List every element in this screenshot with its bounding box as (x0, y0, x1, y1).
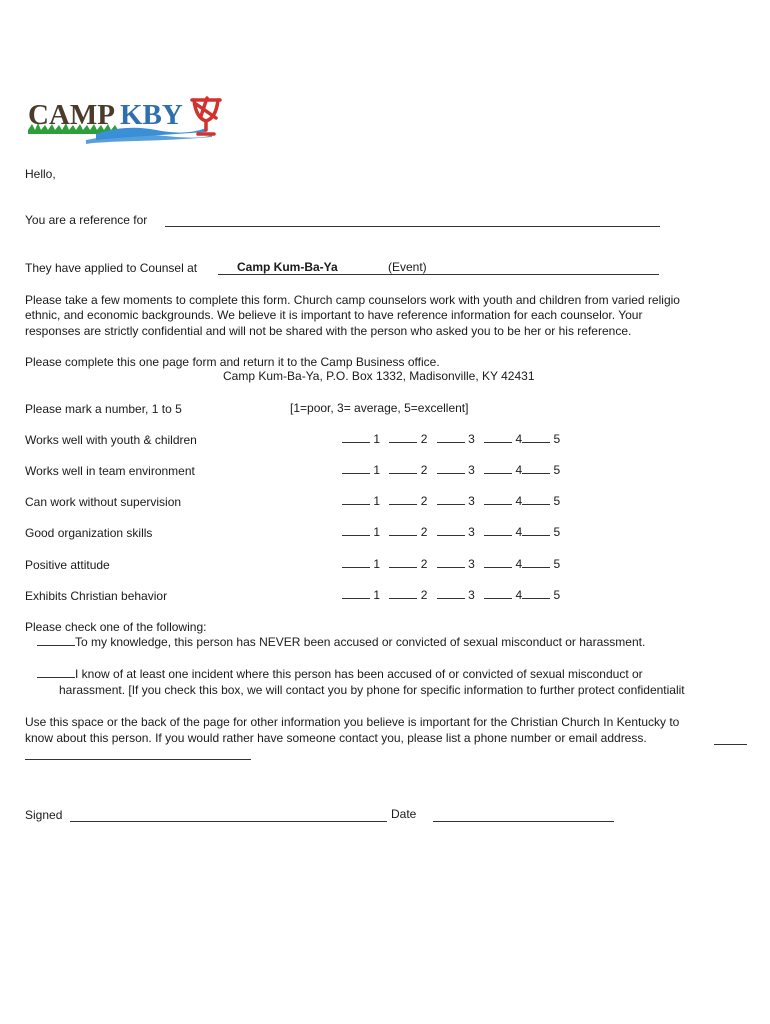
rating-options-row[interactable] (342, 525, 560, 539)
rating-number: 1 (373, 432, 381, 446)
intro-line-1: Please take a few moments to complete this form. Church camp counselors work with youth and children from varied religio (25, 293, 680, 307)
rating-number: 3 (468, 525, 475, 539)
rating-blank[interactable] (437, 473, 465, 474)
camp-name: Camp Kum-Ba-Ya (237, 260, 338, 274)
rating-blank[interactable] (342, 567, 370, 568)
rating-blank[interactable] (437, 598, 465, 599)
rating-blank[interactable] (484, 473, 512, 474)
rating-blank[interactable] (342, 598, 370, 599)
logo-graphic (26, 94, 222, 146)
rating-number: 1 (373, 588, 381, 602)
rating-number: 5 (553, 525, 561, 539)
reference-label: You are a reference for (25, 213, 148, 227)
rating-blank[interactable] (484, 504, 512, 505)
return-instruction: Please complete this one page form and return it to the Camp Business office. (25, 355, 440, 369)
mailing-address: Camp Kum-Ba-Ya, P.O. Box 1332, Madisonville, KY 42431 (223, 369, 535, 383)
reference-name-field[interactable] (165, 226, 660, 227)
logo-kby-text: KBY (120, 99, 183, 131)
other-info-line-1: Use this space or the back of the page for other information you believe is important for the Christian Church In Kentucky to (25, 715, 680, 729)
rating-blank[interactable] (522, 473, 550, 474)
rating-number: 1 (373, 525, 381, 539)
rating-number: 3 (468, 588, 475, 602)
rating-number: 2 (420, 463, 428, 477)
date-label: Date (391, 807, 417, 821)
rating-item-label: Can work without supervision (25, 495, 182, 509)
rating-number: 5 (553, 432, 561, 446)
rating-options-row[interactable] (342, 494, 560, 508)
contact-field[interactable] (25, 759, 251, 760)
rating-number: 5 (553, 494, 561, 508)
rating-item-label: Exhibits Christian behavior (25, 589, 168, 603)
rating-blank[interactable] (484, 567, 512, 568)
check-option-never-text: To my knowledge, this person has NEVER been accused or convicted of sexual misconduct or harassment. (75, 635, 646, 649)
rating-item-label: Works well with youth & children (25, 433, 197, 447)
rating-number: 4 (515, 463, 523, 477)
rating-options-row[interactable] (342, 588, 560, 602)
rating-blank[interactable] (437, 535, 465, 536)
rating-number: 3 (468, 557, 475, 571)
rating-blank[interactable] (389, 473, 417, 474)
rating-number: 2 (420, 494, 428, 508)
check-option-never[interactable] (37, 635, 645, 649)
rating-number: 1 (373, 463, 381, 477)
rating-blank[interactable] (522, 535, 550, 536)
rating-blank[interactable] (484, 442, 512, 443)
rating-blank[interactable] (389, 535, 417, 536)
rating-number: 4 (515, 494, 523, 508)
rating-number: 5 (553, 557, 561, 571)
rating-number: 5 (553, 463, 561, 477)
camp-event-field[interactable] (218, 274, 659, 275)
rating-number: 3 (468, 494, 475, 508)
rating-number: 2 (420, 588, 428, 602)
rating-number: 3 (468, 463, 475, 477)
rating-instruction: Please mark a number, 1 to 5 (25, 402, 182, 416)
check-option-incident[interactable] (37, 667, 643, 681)
check-option-incident-line-1: I know of at least one incident where this person has been accused of or convicted of sexual misconduct or (75, 667, 643, 681)
rating-number: 1 (373, 494, 381, 508)
rating-blank[interactable] (342, 442, 370, 443)
rating-number: 3 (468, 432, 475, 446)
contact-field-start[interactable] (714, 744, 747, 745)
check-blank[interactable] (37, 645, 75, 646)
chalice-icon (192, 98, 220, 134)
rating-blank[interactable] (522, 442, 550, 443)
signature-field[interactable] (70, 821, 387, 822)
applied-label: They have applied to Counsel at (25, 261, 198, 275)
date-field[interactable] (433, 821, 614, 822)
intro-line-3: responses are strictly confidential and will not be shared with the person who asked you to be her or his reference. (25, 324, 632, 338)
rating-blank[interactable] (522, 598, 550, 599)
camp-kby-logo (26, 94, 222, 146)
rating-blank[interactable] (389, 442, 417, 443)
check-option-incident-line-2: harassment. [If you check this box, we will contact you by phone for specific information to further protect confidentialit (59, 683, 685, 697)
rating-blank[interactable] (389, 504, 417, 505)
rating-blank[interactable] (437, 567, 465, 568)
rating-scale: [1=poor, 3= average, 5=excellent] (290, 401, 469, 415)
rating-number: 2 (420, 557, 428, 571)
rating-options-row[interactable] (342, 557, 560, 571)
rating-number: 4 (515, 525, 523, 539)
rating-blank[interactable] (484, 535, 512, 536)
rating-number: 2 (420, 432, 428, 446)
rating-blank[interactable] (522, 504, 550, 505)
rating-blank[interactable] (342, 535, 370, 536)
rating-number: 4 (515, 588, 523, 602)
rating-item-label: Good organization skills (25, 526, 153, 540)
logo-camp-text: CAMP (28, 99, 115, 131)
signed-label: Signed (25, 808, 63, 822)
rating-blank[interactable] (437, 442, 465, 443)
rating-number: 4 (515, 432, 523, 446)
rating-blank[interactable] (522, 567, 550, 568)
other-info-line-2: know about this person. If you would rather have someone contact you, please list a phone number or email address. (25, 731, 647, 745)
check-blank[interactable] (37, 677, 75, 678)
greeting-text: Hello, (25, 167, 56, 181)
rating-blank[interactable] (342, 473, 370, 474)
rating-options-row[interactable] (342, 463, 560, 477)
rating-blank[interactable] (437, 504, 465, 505)
rating-blank[interactable] (389, 567, 417, 568)
rating-number: 4 (515, 557, 523, 571)
rating-number: 1 (373, 557, 381, 571)
event-label: (Event) (388, 260, 427, 274)
rating-options-row[interactable] (342, 432, 560, 446)
rating-item-label: Positive attitude (25, 558, 110, 572)
rating-number: 5 (553, 588, 561, 602)
check-instruction: Please check one of the following: (25, 620, 207, 634)
rating-blank[interactable] (389, 598, 417, 599)
rating-blank[interactable] (342, 504, 370, 505)
rating-item-label: Works well in team environment (25, 464, 195, 478)
rating-number: 2 (420, 525, 428, 539)
rating-blank[interactable] (484, 598, 512, 599)
intro-line-2: ethnic, and economic backgrounds. We believe it is important to have reference information for each counselor. Your (25, 308, 643, 322)
